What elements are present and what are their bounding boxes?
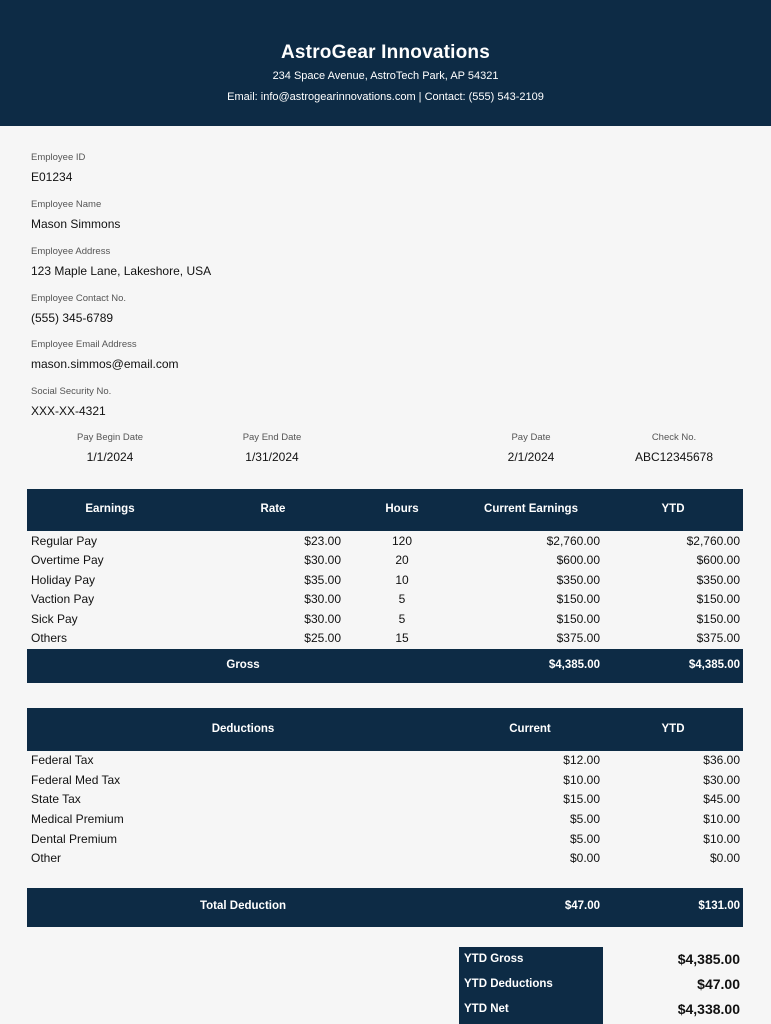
deduction-current: $5.00	[569, 832, 600, 846]
table-row	[0, 773, 771, 792]
total-deduction-label: Total Deduction	[199, 900, 287, 912]
earning-rate: $23.00	[304, 534, 341, 548]
ytd-net-value: $4,338.00	[677, 1001, 740, 1017]
total-deduction-ytd: $131.00	[698, 900, 740, 912]
hours-column-header: Hours	[385, 503, 419, 515]
deduction-ytd: $0.00	[709, 851, 740, 865]
table-row	[0, 812, 771, 831]
earning-hours: 10	[395, 573, 409, 587]
deduction-ytd: $10.00	[703, 832, 740, 846]
earning-name: Others	[31, 631, 68, 645]
table-row	[0, 792, 771, 811]
ytd-gross-label: YTD Gross	[464, 953, 524, 965]
field-value: XXX-XX-4321	[31, 404, 106, 418]
earning-ytd: $350.00	[696, 573, 740, 587]
gross-total-row	[27, 649, 743, 683]
earning-hours: 20	[395, 553, 409, 567]
table-row	[0, 631, 771, 650]
table-row	[0, 573, 771, 592]
field-label: Employee Address	[31, 246, 111, 257]
table-row	[0, 753, 771, 772]
earning-hours: 15	[395, 631, 409, 645]
earning-ytd: $375.00	[696, 631, 740, 645]
pay-begin-label: Pay Begin Date	[76, 432, 143, 443]
earning-rate: $25.00	[304, 631, 341, 645]
employee-email-field	[31, 339, 179, 371]
earning-hours: 5	[398, 592, 406, 606]
earnings-column-header: Earnings	[85, 503, 135, 515]
pay-date-value: 2/1/2024	[507, 450, 555, 464]
earning-current: $600.00	[556, 553, 600, 567]
ytd-column-header: YTD	[661, 503, 685, 515]
deduction-ytd: $10.00	[703, 812, 740, 826]
employee-name-field	[31, 199, 120, 231]
employee-ssn-field	[31, 386, 111, 418]
field-value: mason.simmos@email.com	[31, 357, 179, 371]
earning-hours: 5	[398, 612, 406, 626]
deduction-name: Federal Tax	[31, 753, 94, 767]
table-row	[0, 851, 771, 870]
deductions-column-header: Deductions	[211, 723, 275, 735]
field-value: (555) 345-6789	[31, 311, 114, 325]
earning-name: Regular Pay	[31, 534, 98, 548]
ytd-gross-value: $4,385.00	[677, 951, 740, 967]
field-value: E01234	[31, 170, 73, 184]
total-deduction-current: $47.00	[564, 900, 600, 912]
check-number-label: Check No.	[651, 432, 697, 443]
earning-ytd: $600.00	[696, 553, 740, 567]
earning-hours: 120	[391, 534, 413, 548]
ytd-net-label: YTD Net	[464, 1003, 509, 1015]
pay-end-label: Pay End Date	[242, 432, 302, 443]
employee-contact-field	[31, 293, 126, 325]
gross-current: $4,385.00	[548, 659, 600, 671]
check-number-value: ABC12345678	[634, 450, 714, 464]
earning-ytd: $150.00	[696, 592, 740, 606]
deduction-current: $10.00	[563, 773, 600, 787]
earning-rate: $30.00	[304, 553, 341, 567]
field-value: 123 Maple Lane, Lakeshore, USA	[31, 264, 212, 278]
field-label: Social Security No.	[31, 386, 112, 397]
pay-end-value: 1/31/2024	[245, 450, 299, 464]
deduction-ytd: $36.00	[703, 753, 740, 767]
company-header	[0, 0, 771, 126]
deduction-name: Dental Premium	[31, 832, 118, 846]
table-row	[0, 832, 771, 851]
company-contact: Email: info@astrogearinnovations.com | Contact: (555) 543-2109	[227, 91, 544, 103]
earning-current: $350.00	[556, 573, 600, 587]
table-row	[0, 534, 771, 553]
deductions-current-column-header: Current	[509, 723, 551, 735]
company-name: AstroGear Innovations	[280, 42, 491, 63]
pay-begin-date	[50, 432, 170, 464]
deduction-ytd: $30.00	[703, 773, 740, 787]
deduction-current: $15.00	[563, 792, 600, 806]
deductions-table-header	[27, 708, 743, 751]
gross-ytd: $4,385.00	[688, 659, 740, 671]
field-label: Employee Email Address	[31, 339, 137, 350]
earning-name: Overtime Pay	[31, 553, 104, 567]
ytd-deductions-value: $47.00	[697, 976, 740, 992]
current-earnings-column-header: Current Earnings	[484, 503, 578, 515]
earning-current: $2,760.00	[546, 534, 600, 548]
earning-current: $150.00	[556, 592, 600, 606]
employee-address-field	[31, 246, 211, 278]
earning-current: $150.00	[556, 612, 600, 626]
deductions-ytd-column-header: YTD	[661, 723, 685, 735]
deduction-current: $0.00	[569, 851, 600, 865]
earning-ytd: $150.00	[696, 612, 740, 626]
company-address: 234 Space Avenue, AstroTech Park, AP 54321	[272, 70, 499, 82]
earning-rate: $30.00	[304, 612, 341, 626]
earning-current: $375.00	[556, 631, 600, 645]
earning-name: Holiday Pay	[31, 573, 96, 587]
earning-ytd: $2,760.00	[686, 534, 740, 548]
field-value: Mason Simmons	[31, 217, 121, 231]
earnings-table-header	[27, 489, 743, 531]
table-row	[0, 553, 771, 572]
employee-id-field	[31, 152, 85, 184]
deduction-ytd: $45.00	[703, 792, 740, 806]
ytd-deductions-label: YTD Deductions	[464, 978, 553, 990]
table-row	[0, 592, 771, 611]
total-deduction-row	[27, 888, 743, 927]
earning-name: Sick Pay	[31, 612, 78, 626]
pay-begin-value: 1/1/2024	[86, 450, 134, 464]
earning-rate: $35.00	[304, 573, 341, 587]
deduction-name: Federal Med Tax	[31, 773, 121, 787]
check-number	[614, 432, 734, 464]
deduction-current: $5.00	[569, 812, 600, 826]
field-label: Employee Contact No.	[31, 293, 127, 304]
pay-date	[471, 432, 591, 464]
pay-end-date	[212, 432, 332, 464]
field-label: Employee ID	[31, 152, 86, 163]
gross-label: Gross	[226, 659, 260, 671]
deduction-name: Medical Premium	[31, 812, 124, 826]
rate-column-header: Rate	[260, 503, 286, 515]
table-row	[0, 612, 771, 631]
earning-rate: $30.00	[304, 592, 341, 606]
deduction-current: $12.00	[563, 753, 600, 767]
pay-date-label: Pay Date	[511, 432, 551, 443]
deduction-name: Other	[31, 851, 62, 865]
deduction-name: State Tax	[31, 792, 81, 806]
field-label: Employee Name	[31, 199, 102, 210]
earning-name: Vaction Pay	[31, 592, 95, 606]
